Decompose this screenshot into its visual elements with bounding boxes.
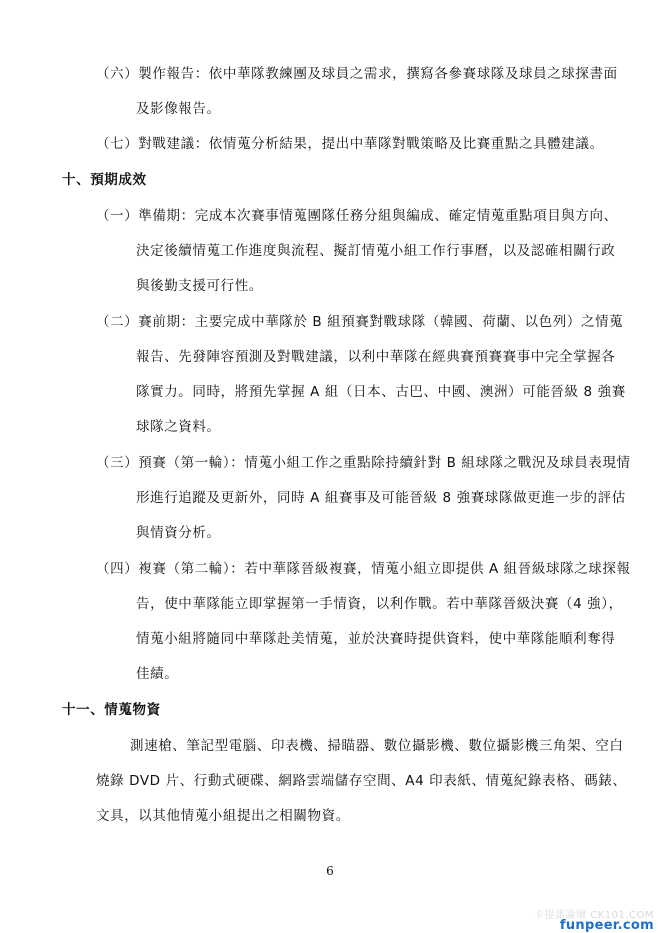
item-six-line-2: 及影像報告。 — [136, 101, 221, 117]
expected-four-line-2: 告，使中華隊能立即掌握第一手情資，以利作戰。若中華隊晉級決賽（4 強）， — [136, 596, 623, 612]
expected-three-line-1: （三）預賽（第一輪）：情蒐小組工作之重點除持續針對 B 組球隊之戰況及球員表現情 — [96, 455, 631, 471]
expected-three-line-3: 與情資分析。 — [136, 525, 221, 541]
expected-three-line-2: 形進行追蹤及更新外，同時 A 組賽事及可能晉級 8 強賽球隊做更進一步的評估 — [136, 490, 626, 506]
page-number: 6 — [326, 864, 334, 878]
expected-four-line-1: （四）複賽（第二輪）：若中華隊晉級複賽，情蒐小組立即提供 A 組晉級球隊之球探報 — [96, 561, 631, 577]
expected-two-line-4: 球隊之資料。 — [136, 419, 221, 435]
expected-one-line-3: 與後勤支援可行性。 — [136, 278, 263, 294]
section-ten-heading: 十、預期成效 — [62, 172, 147, 188]
expected-one-line-1: （一）準備期：完成本次賽事情蒐團隊任務分組與編成、確定情蒐重點項目與方向、 — [96, 208, 618, 224]
watermark-forum-text: 卡提諾論壇 CK101.COM — [534, 910, 654, 921]
expected-two-line-1: （二）賽前期：主要完成中華隊於 B 組預賽對戰球隊（韓國、荷蘭、以色列）之情蒐 — [96, 314, 624, 330]
expected-one-line-2: 決定後續情蒐工作進度與流程、擬訂情蒐小組工作行事曆，以及認確相關行政 — [136, 243, 616, 259]
materials-line-2: 燒錄 DVD 片、行動式硬碟、網路雲端儲存空間、A4 印表紙、情蒐紀錄表格、碼錶、 — [96, 773, 627, 789]
watermark-site-text: funpeer.com — [559, 918, 654, 933]
expected-two-line-3: 隊實力。同時，將預先掌握 A 組（日本、古巴、中國、澳洲）可能晉級 8 強賽 — [136, 384, 626, 400]
section-eleven-heading: 十一、情蒐物資 — [62, 702, 161, 718]
materials-line-3: 文具，以其他情蒐小組提出之相關物資。 — [96, 808, 350, 824]
expected-two-line-2: 報告、先發陣容預測及對戰建議，以利中華隊在經典賽預賽賽事中完全掌握各 — [136, 349, 616, 365]
expected-four-line-4: 佳績。 — [136, 666, 179, 682]
expected-four-line-3: 情蒐小組將隨同中華隊赴美情蒐，並於決賽時提供資料，使中華隊能順利奪得 — [136, 631, 616, 647]
item-six-line-1: （六）製作報告：依中華隊教練團及球員之需求，撰寫各參賽球隊及球員之球探書面 — [96, 66, 618, 82]
materials-line-1: 測速槍、筆記型電腦、印表機、掃瞄器、數位攝影機、數位攝影機三角架、空白 — [130, 738, 624, 754]
watermark — [500, 906, 660, 933]
item-seven-line-1: （七）對戰建議：依情蒐分析結果，提出中華隊對戰策略及比賽重點之具體建議。 — [96, 136, 604, 152]
